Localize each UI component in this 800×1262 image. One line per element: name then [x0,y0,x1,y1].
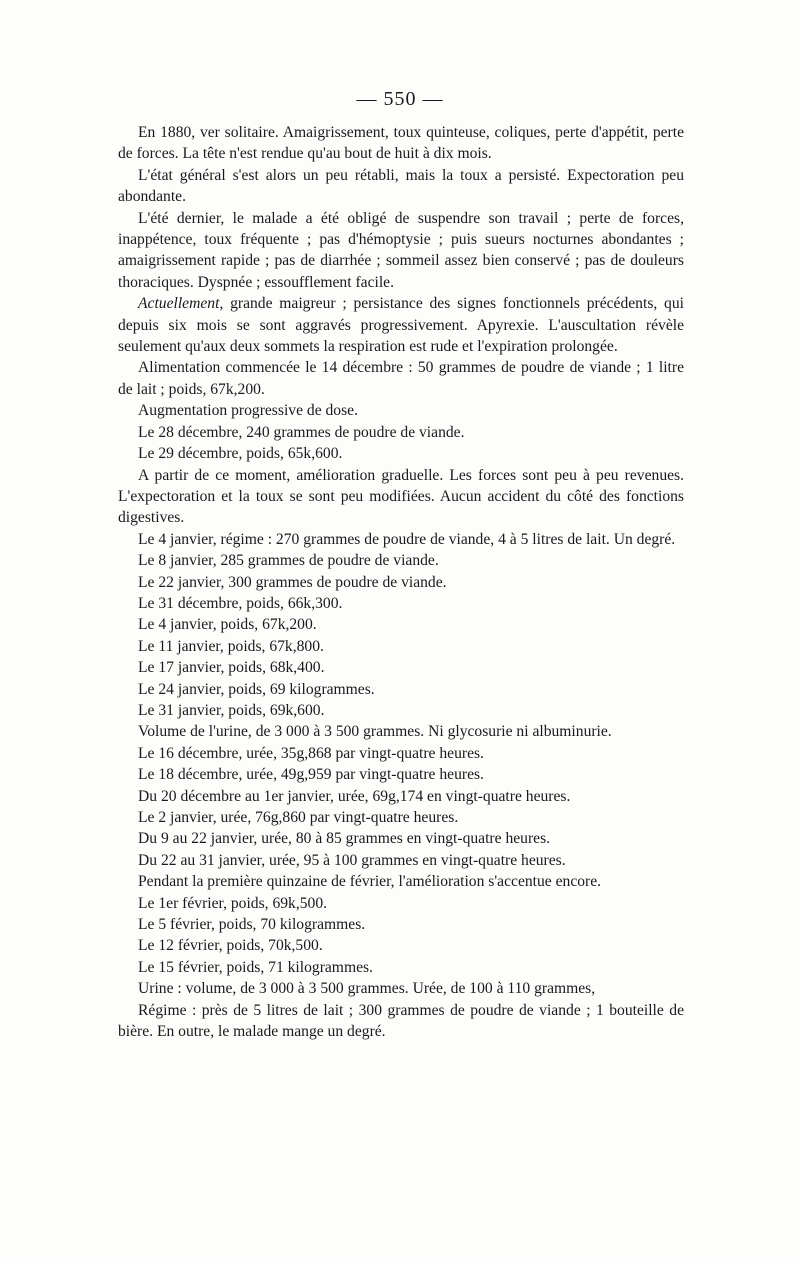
entry-jan-31-weight: Le 31 janvier, poids, 69k,600. [138,701,325,719]
entry-jan-17-weight: Le 17 janvier, poids, 68k,400. [138,659,325,677]
paragraph-history: En 1880, ver solitaire. Amaigrissement, toux quinteuse, coliques, perte d'appétit, perte de forces. La tête n'est rendue qu'au bout de huit à dix mois. [118,124,684,163]
entry-jan-8: Le 8 janvier, 285 grammes de poudre de viande. [138,552,439,570]
entry-dec-28: Le 28 décembre, 240 grammes de poudre de viande. [138,423,465,441]
entry-jan-4-regime: Le 4 janvier, régime : 270 grammes de poudre de viande, 4 à 5 litres de lait. Un degré. [138,530,676,548]
entry-dec-18-urea: Le 18 décembre, urée, 49g,959 par vingt-quatre heures. [138,766,484,784]
entry-dec-31-weight: Le 31 décembre, poids, 66k,300. [138,594,343,612]
entry-february-improvement: Pendant la première quinzaine de février, l'amélioration s'accentue encore. [138,873,602,891]
entry-feb-12-weight: Le 12 février, poids, 70k,500. [138,937,323,955]
entry-feb-1-weight: Le 1er février, poids, 69k,500. [138,894,328,912]
entry-jan-24-weight: Le 24 janvier, poids, 69 kilogrammes. [138,680,375,698]
page-number: — 550 — [356,88,444,110]
entry-improvement: A partir de ce moment, amélioration graduelle. Les forces sont peu à peu revenues. L'expectoration et la toux se sont peu modifiées. Aucun accident du côté des fonctions digestives. [118,466,684,527]
entry-jan-2-urea: Le 2 janvier, urée, 76g,860 par vingt-quatre heures. [138,809,459,826]
actuellement-text: grande maigreur ; persistance des signes fonctionnels précédents, qui depuis six mois se sont aggravés progressivement. Apyrexie. L'auscultation révèle seulement qu'aux deux sommets la respiration est rude et l'expiration prolongée. [118,295,684,356]
entry-feb-5-weight: Le 5 février, poids, 70 kilogrammes. [138,916,366,934]
entry-jan-22-31-urea: Du 22 au 31 janvier, urée, 95 à 100 grammes en vingt-quatre heures. [138,851,566,869]
entry-jan-9-22-urea: Du 9 au 22 janvier, urée, 80 à 85 grammes en vingt-quatre heures. [138,830,551,848]
entry-alimentation: Alimentation commencée le 14 décembre : 50 grammes de poudre de viande ; 1 litre de lait ; poids, 67k,200. [118,359,684,398]
actuellement-label: Actuellement, [138,295,224,313]
entry-jan-11-weight: Le 11 janvier, poids, 67k,800. [138,637,324,655]
entry-feb-15-weight: Le 15 février, poids, 71 kilogrammes. [138,958,373,976]
entry-jan-22: Le 22 janvier, 300 grammes de poudre de viande. [138,573,447,591]
paragraph-current-state [118,293,684,357]
entry-jan-4-weight: Le 4 janvier, poids, 67k,200. [138,616,317,634]
paragraph-regime: Régime : près de 5 litres de lait ; 300 grammes de poudre de viande ; 1 bouteille de bière. En outre, le malade mange un degré. [118,1001,684,1041]
entry-dec-20-urea: Du 20 décembre au 1er janvier, urée, 69g,174 en vingt-quatre heures. [138,787,571,805]
entry-urine-urea-feb: Urine : volume, de 3 000 à 3 500 grammes. Urée, de 100 à 110 grammes, [138,980,596,998]
entry-dec-16-urea: Le 16 décembre, urée, 35g,868 par vingt-quatre heures. [138,744,484,762]
entry-urine-volume: Volume de l'urine, de 3 000 à 3 500 grammes. Ni glycosurie ni albuminurie. [138,723,612,741]
body-text [118,122,684,1042]
paragraph-general-state: L'état général s'est alors un peu rétabli, mais la toux a persisté. Expectoration peu abondante. [118,166,684,206]
entry-dec-29-weight: Le 29 décembre, poids, 65k,600. [138,445,343,463]
paragraph-last-summer: L'été dernier, le malade a été obligé de suspendre son travail ; perte de forces, inappétence, toux fréquente ; pas d'hémoptysie ; puis sueurs nocturnes abondantes ; amaigrissement rapide ; pas de diarrhée ; sommeil assez bien conservé ; pas de douleurs thoraciques. Dyspnée ; essoufflement facile. [118,209,684,291]
entry-augmentation: Augmentation progressive de dose. [138,402,358,420]
